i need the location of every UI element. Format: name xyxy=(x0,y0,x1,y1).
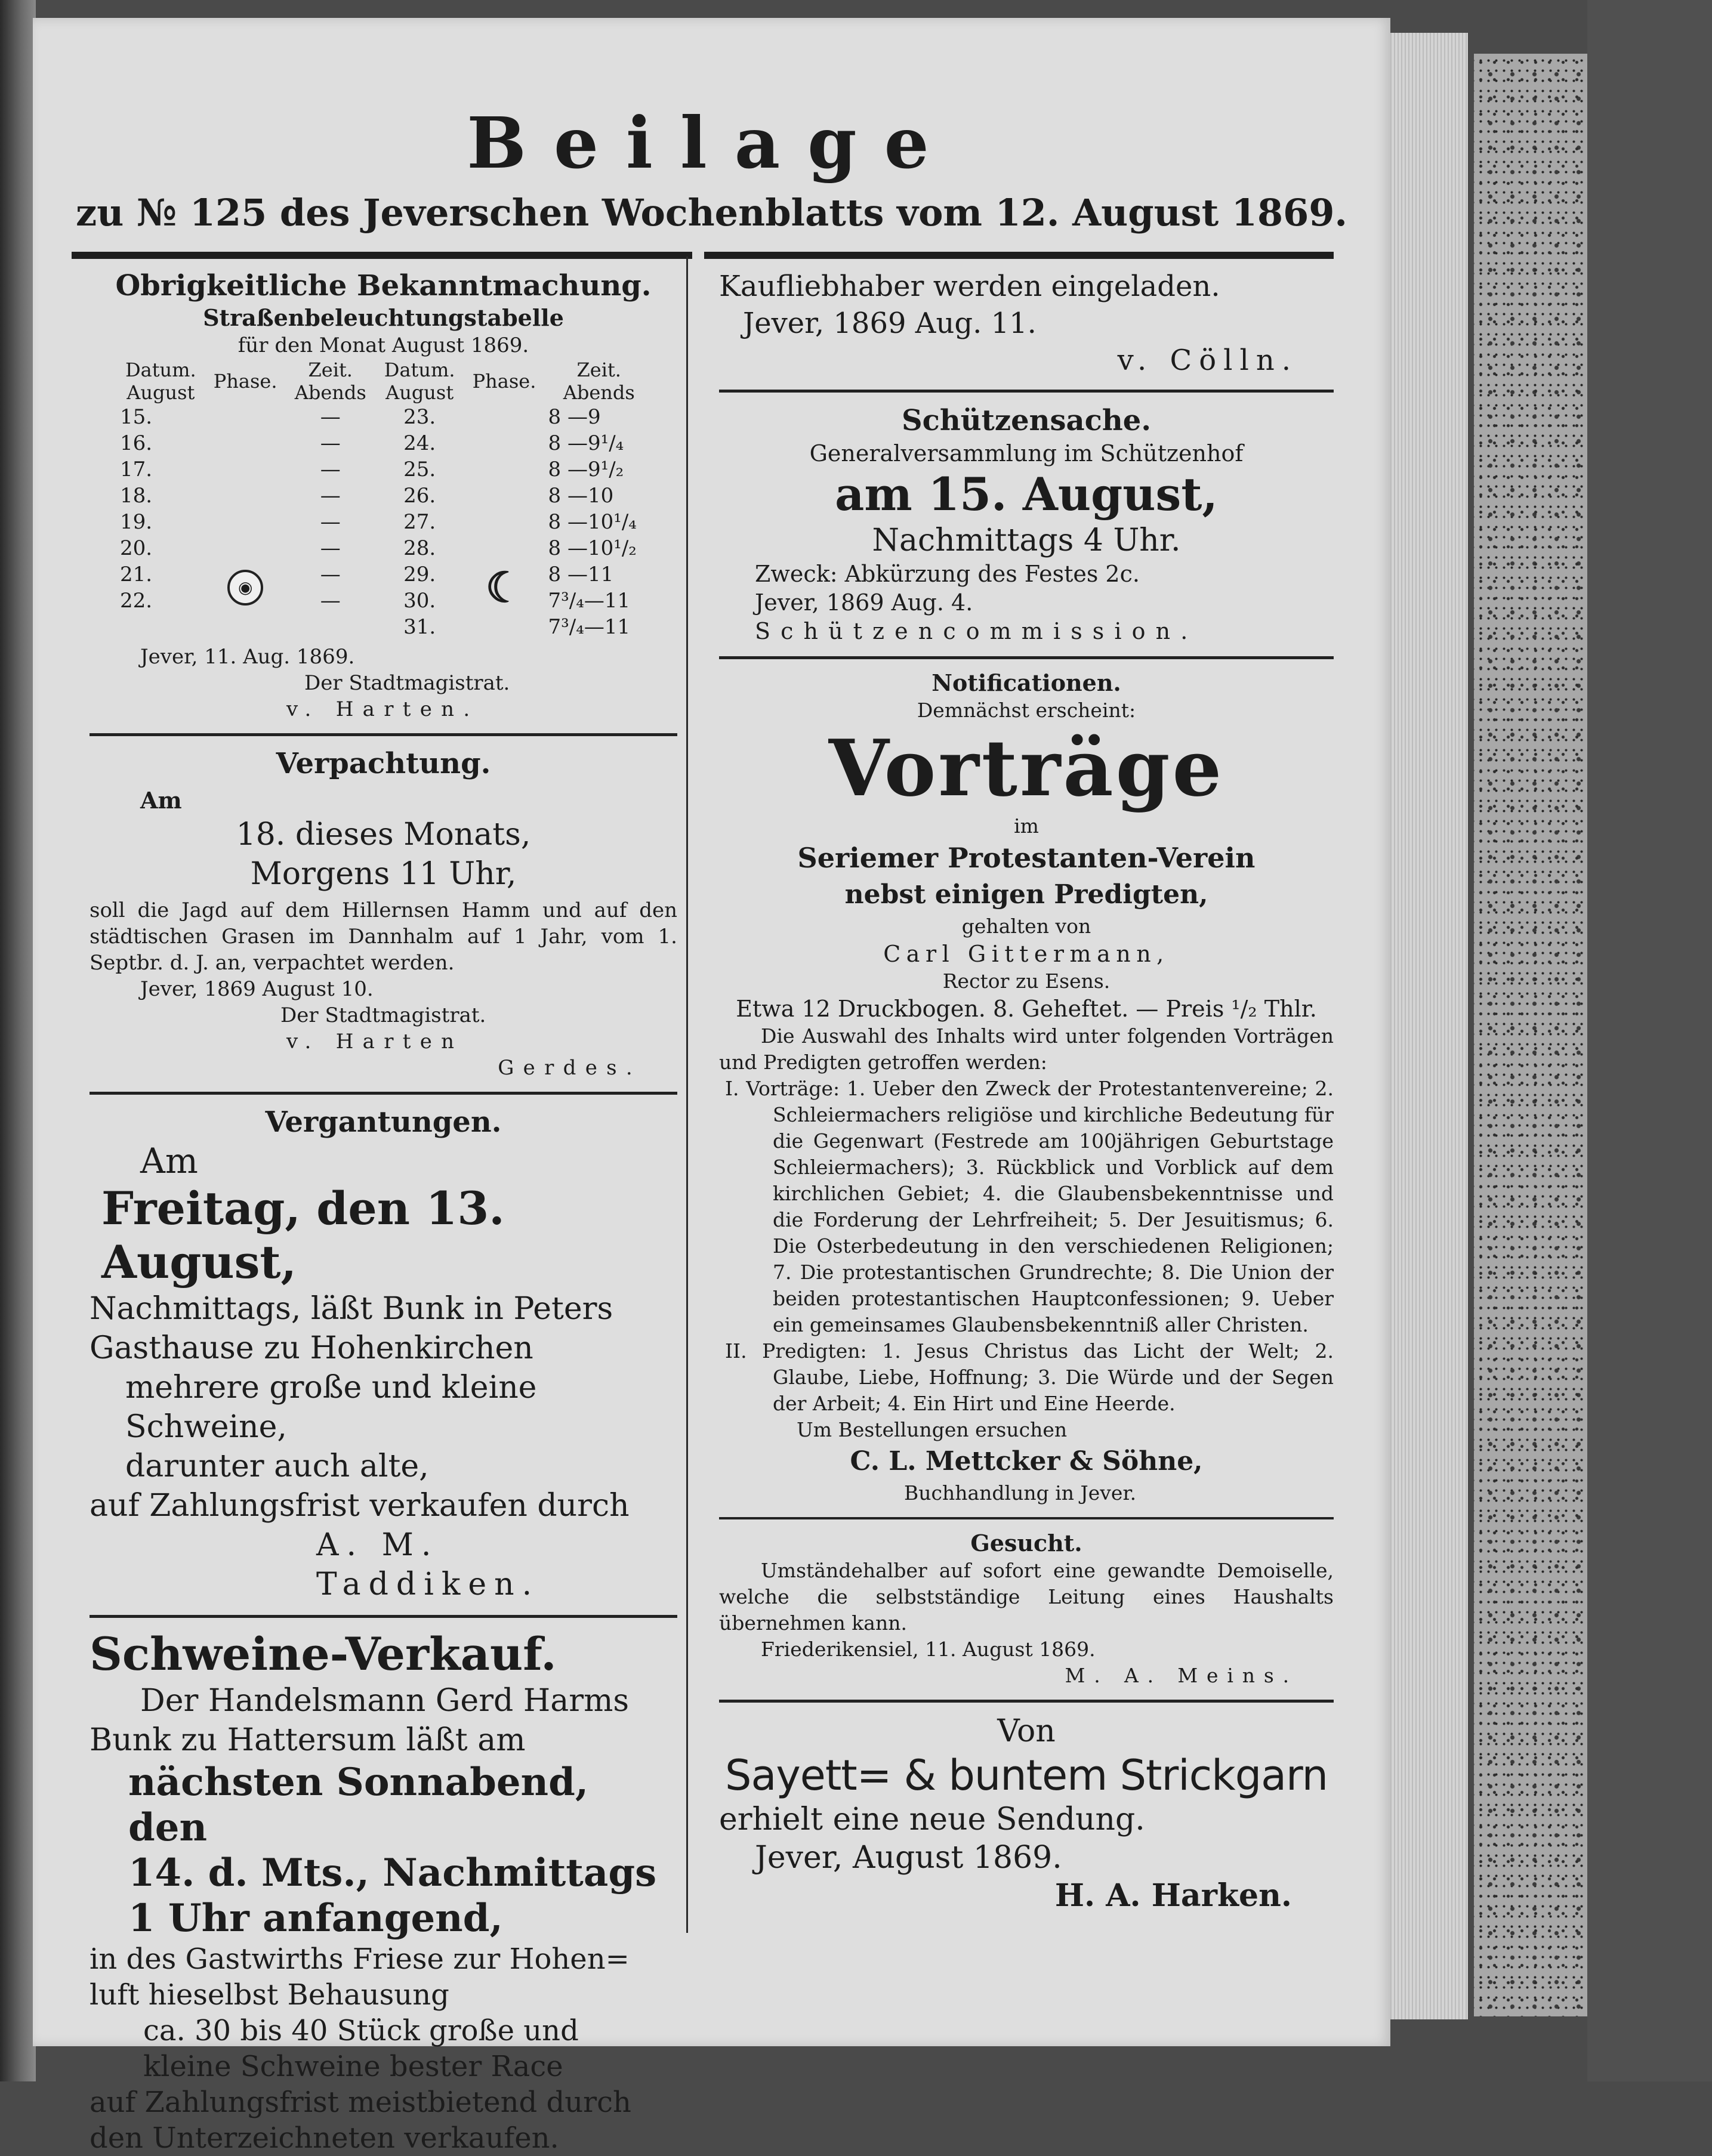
page-title: Beilage xyxy=(467,101,957,184)
table-row: 22. — 30. 7³/₄—11 xyxy=(120,589,631,613)
col-august-2: August xyxy=(385,381,454,404)
table-row: 15. — 23. 8 —9 xyxy=(120,405,601,429)
meeting-date: am 15. August, xyxy=(835,468,1218,521)
meeting-time: Nachmittags 4 Uhr. xyxy=(872,523,1181,558)
col-datum: Datum. xyxy=(125,359,196,381)
sale-line: in des Gastwirths Friese zur Hohen= xyxy=(90,1942,630,1976)
lease-time: Morgens 11 Uhr, xyxy=(250,856,517,892)
divider xyxy=(719,656,1334,659)
divider xyxy=(719,1700,1334,1703)
left-column xyxy=(90,260,677,2156)
sale-line: auf Zahlungsfrist meistbietend durch xyxy=(90,2086,631,2119)
col-august: August xyxy=(127,381,195,404)
announce-line: Demnächst erscheint: xyxy=(917,699,1136,722)
signature: v. Harten. xyxy=(286,697,479,721)
sale-line: den Unterzeichneten verkaufen. xyxy=(90,2121,559,2155)
book-subtitle-2: nebst einigen Predigten, xyxy=(844,879,1208,910)
divider xyxy=(719,1517,1334,1519)
pig-sale-notice xyxy=(90,1627,677,2156)
section-heading: Verpachtung. xyxy=(276,747,491,780)
notice-line: Generalversammlung im Schützenhof xyxy=(809,440,1244,467)
divider xyxy=(90,1615,677,1618)
authority: Der Stadtmagistrat. xyxy=(304,671,510,695)
place-date: Jever, 1869 Aug. 4. xyxy=(755,589,973,616)
notice-line: Kaufliebhaber werden eingeladen. xyxy=(719,270,1220,303)
im-label: im xyxy=(1014,814,1039,838)
speckled-book-edge xyxy=(1474,54,1587,2016)
table-row: 31. 7³/₄—11 xyxy=(403,615,631,639)
am-label: Am xyxy=(140,1141,198,1181)
place-date: Jever, 11. Aug. 1869. xyxy=(140,645,355,669)
right-column xyxy=(719,260,1334,1915)
book-announcement xyxy=(719,669,1334,1506)
sale-line: luft hieselbst Behausung xyxy=(90,1978,449,2012)
auction-line: auf Zahlungsfrist verkaufen durch xyxy=(90,1488,630,1524)
section-heading: Schützensache. xyxy=(901,404,1152,437)
place-date: Jever, August 1869. xyxy=(755,1840,1062,1876)
signature: A. M. Taddiken. xyxy=(316,1527,540,1602)
sale-line-bold: 14. d. Mts., Nachmittags xyxy=(128,1851,657,1895)
col-phase-2: Phase. xyxy=(472,370,536,393)
signature: v. Cölln. xyxy=(1117,344,1298,377)
col-abends-2: Abends xyxy=(563,381,635,404)
month-line: für den Monat August 1869. xyxy=(237,333,529,357)
page-subtitle: zu № 125 des Jeverschen Wochenblatts vom 12. August 1869. xyxy=(76,191,1347,234)
table-row: 17. — 25. 8 —9¹/₂ xyxy=(120,458,624,481)
wanted-notice xyxy=(719,1529,1334,1689)
book-gutter xyxy=(0,0,36,2081)
signature: H. A. Harken. xyxy=(1054,1877,1292,1914)
sale-line: kleine Schweine bester Race xyxy=(143,2050,563,2083)
col-datum-2: Datum. xyxy=(384,359,455,381)
top-rule-left xyxy=(72,252,692,259)
shooting-club-notice xyxy=(719,402,1334,645)
contents-intro: Die Auswahl des Inhalts wird unter folgenden Vorträgen und Predigten getroffen werden: xyxy=(719,1024,1334,1074)
lighting-table xyxy=(116,359,653,640)
contents-sermons: II. Predigten: 1. Jesus Christus das Licht der Welt; 2. Glaube, Liebe, Hoffnung; 3. Die Würde und der Segen der Arbeit; 4. Ein Hirt und Eine Heerde. xyxy=(725,1339,1334,1415)
auction-line: mehrere große und kleine Schweine, xyxy=(125,1370,537,1445)
publisher: C. L. Mettcker & Söhne, xyxy=(850,1446,1203,1477)
von-label: Von xyxy=(997,1713,1056,1749)
auction-line: Nachmittags, läßt Bunk in Peters xyxy=(90,1291,613,1327)
table-row: 21. ◉ — 29. ☾ 8 —11 xyxy=(120,563,614,612)
background xyxy=(1587,0,1712,2081)
section-heading: Schweine-Verkauf. xyxy=(90,1627,557,1681)
wanted-body: Umständehalber auf sofort eine gewandte Demoiselle, welche die selbstständige Leitung eines Haushalts übernehmen kann. xyxy=(719,1559,1334,1635)
sale-line: ca. 30 bis 40 Stück große und xyxy=(143,2014,579,2047)
held-by: gehalten von xyxy=(961,915,1091,938)
divider xyxy=(90,1092,677,1095)
divider xyxy=(719,390,1334,393)
price-line: Etwa 12 Druckbogen. 8. Geheftet. — Preis ¹/₂ Thlr. xyxy=(736,996,1317,1022)
auction-line: Gasthause zu Hohenkirchen xyxy=(90,1330,533,1366)
purpose: Zweck: Abkürzung des Festes 2c. xyxy=(755,561,1140,587)
section-heading: Notificationen. xyxy=(931,669,1121,696)
section-heading: Vergantungen. xyxy=(265,1105,502,1139)
col-abends: Abends xyxy=(294,381,366,404)
auction-date: Freitag, den 13. August, xyxy=(101,1182,505,1289)
section-heading: Gesucht. xyxy=(970,1530,1082,1556)
yarn-line: erhielt eine neue Sendung. xyxy=(719,1802,1145,1837)
contents-lectures: I. Vorträge: 1. Ueber den Zweck der Protestantenvereine; 2. Schleiermachers religiöse und kirchliche Bedeutung für die Gegenwart (Festrede am 100jährigen Geburtstage Schleiermachers); 3. Rückblick und Vorblick auf dem kirchlichen Gebiet; 4. die Glaubensbekenntnisse und die Forderung der Lehrfreiheit; 5. Der Jesuitismus; 6. Die Osterbedeutung in den verschiedenen Religionen; 7. Die protestantischen Grundrechte; 8. Die Union der beiden protestantischen Hauptconfessionen; 9. Ueber ein gemeinsames Glaubensbekenntniß aller Christen. xyxy=(725,1077,1334,1336)
place-date: Friederikensiel, 11. August 1869. xyxy=(761,1638,1096,1661)
signature: v. Harten xyxy=(286,1030,464,1054)
lease-body: soll die Jagd auf dem Hillernsen Hamm und auf den städtischen Grasen im Dannhalm auf 1 Jahr, vom 1. Septbr. d. J. an, verpachtet werden. xyxy=(90,898,677,975)
sale-line: Bunk zu Hattersum läßt am xyxy=(90,1722,526,1758)
orders-line: Um Bestellungen ersuchen xyxy=(797,1418,1068,1441)
column-divider xyxy=(686,257,688,1933)
sale-line-bold: nächsten Sonnabend, den xyxy=(128,1760,589,1850)
book-subtitle: Seriemer Protestanten-Verein xyxy=(797,842,1256,874)
table-row: 20. — 28. 8 —10¹/₂ xyxy=(120,536,637,560)
authority: Der Stadtmagistrat. xyxy=(280,1003,486,1027)
auction-line: darunter auch alte, xyxy=(125,1448,429,1484)
col-zeit: Zeit. xyxy=(308,359,353,381)
signature: M. A. Meins. xyxy=(1065,1664,1298,1687)
buyers-invited-notice xyxy=(719,268,1334,379)
author-title: Rector zu Esens. xyxy=(942,969,1111,993)
table-row: 18. — 26. 8 —10 xyxy=(120,484,614,508)
page-stack-edge xyxy=(1384,33,1468,2019)
auction-notice xyxy=(90,1104,677,1604)
newspaper-page xyxy=(33,18,1390,2155)
section-subheading: Straßenbeleuchtungstabelle xyxy=(203,304,564,331)
lease-notice xyxy=(90,746,677,1081)
col-phase: Phase. xyxy=(213,370,277,393)
table-header xyxy=(116,359,653,404)
table-row: 19. — 27. 8 —10¹/₄ xyxy=(120,510,637,534)
bookshop: Buchhandlung in Jever. xyxy=(904,1481,1137,1505)
place-date: Jever, 1869 August 10. xyxy=(140,977,374,1001)
street-lighting-notice xyxy=(90,268,677,722)
full-moon-icon: ◉ xyxy=(227,570,263,606)
crescent-moon-icon: ☾ xyxy=(485,563,523,612)
top-rule-right xyxy=(704,252,1334,259)
divider xyxy=(90,733,677,736)
yarn-headline: Sayett= & buntem Strickgarn xyxy=(725,1751,1328,1800)
book-title: Vorträge xyxy=(828,722,1224,814)
col-zeit-2: Zeit. xyxy=(576,359,621,381)
place-date: Jever, 1869 Aug. 11. xyxy=(743,307,1037,340)
am-label: Am xyxy=(140,787,182,814)
signature-2: Gerdes. xyxy=(498,1056,641,1080)
author: Carl Gittermann, xyxy=(883,941,1170,967)
signature: Schützencommission. xyxy=(755,618,1198,644)
yarn-notice xyxy=(719,1712,1334,1915)
lease-date: 18. dieses Monats, xyxy=(236,817,531,852)
sale-line-bold: 1 Uhr anfangend, xyxy=(128,1896,503,1941)
sale-line: Der Handelsmann Gerd Harms xyxy=(140,1683,630,1719)
table-row: 16. — 24. 8 —9¹/₄ xyxy=(120,431,624,455)
section-heading: Obrigkeitliche Bekanntmachung. xyxy=(115,269,652,302)
